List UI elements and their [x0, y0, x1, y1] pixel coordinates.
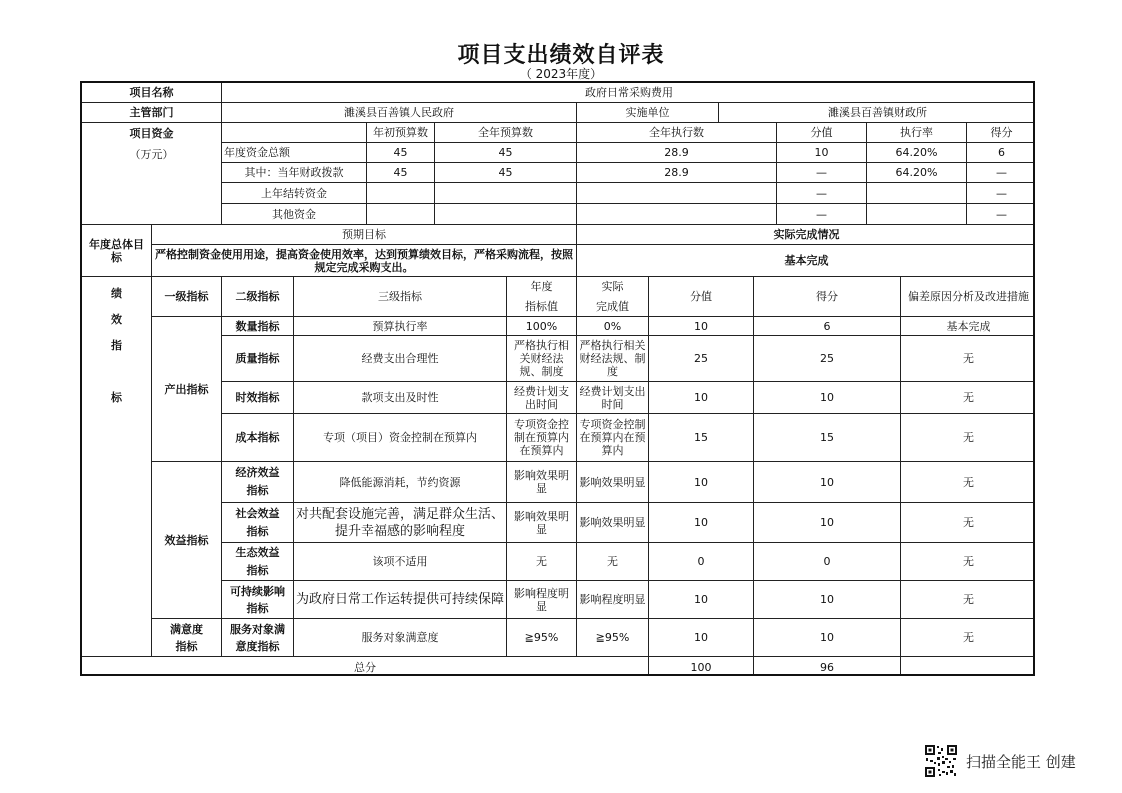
indicators-side-label: 绩 效 指 标: [82, 277, 152, 657]
target-cell: 专项资金控制在预算内在预算内: [507, 414, 577, 462]
funds-label-cell: [82, 123, 222, 225]
got-cell: 10: [754, 462, 901, 503]
funds-cell: —: [777, 163, 867, 183]
actual-cell: 0%: [577, 317, 649, 336]
target-cell: 100%: [507, 317, 577, 336]
funds-cell: 45: [367, 143, 435, 163]
funds-cell: [867, 183, 967, 204]
target-cell: ≧95%: [507, 619, 577, 657]
score-cell: 25: [649, 336, 754, 382]
funds-row-name: 年度资金总额: [222, 143, 367, 163]
funds-cell: —: [967, 183, 1035, 204]
level3-cell: 该项不适用: [294, 543, 507, 581]
funds-cell: 6: [967, 143, 1035, 163]
impl-value: 濉溪县百善镇财政所: [719, 103, 1035, 123]
level3-cell: 预算执行率: [294, 317, 507, 336]
project-name-label: 项目名称: [82, 83, 222, 103]
funds-cell: —: [967, 163, 1035, 183]
ind-header: 偏差原因分析及改进措施: [901, 277, 1035, 317]
goals-actual-header: 实际完成情况: [577, 225, 1035, 245]
level2-cell: 时效指标: [222, 382, 294, 414]
goals-label: 年度总体目标: [82, 225, 152, 277]
level1-output: 产出指标: [152, 317, 222, 462]
level2-cell: 生态效益 指标: [222, 543, 294, 581]
note-cell: 无: [901, 462, 1035, 503]
target-cell: 严格执行相关财经法规、制度: [507, 336, 577, 382]
impl-label: 实施单位: [577, 103, 719, 123]
funds-cell: [435, 183, 577, 204]
got-cell: 0: [754, 543, 901, 581]
actual-cell: 影响效果明显: [577, 462, 649, 503]
note-cell: 无: [901, 414, 1035, 462]
actual-cell: 无: [577, 543, 649, 581]
level2-cell: 服务对象满 意度指标: [222, 619, 294, 657]
goals-actual: 基本完成: [577, 245, 1035, 277]
level2-cell: 成本指标: [222, 414, 294, 462]
funds-cell: 45: [435, 143, 577, 163]
scanner-watermark-text: 扫描全能王 创建: [966, 752, 1076, 771]
target-cell: 无: [507, 543, 577, 581]
funds-cell: [367, 183, 435, 204]
score-cell: 10: [649, 382, 754, 414]
level2-cell: 数量指标: [222, 317, 294, 336]
got-cell: 10: [754, 503, 901, 543]
note-cell: 无: [901, 382, 1035, 414]
actual-cell: 经费计划支出时间: [577, 382, 649, 414]
funds-row-name: 其他资金: [222, 204, 367, 225]
funds-cell: —: [777, 204, 867, 225]
note-cell: 无: [901, 581, 1035, 619]
funds-cell: 64.20%: [867, 143, 967, 163]
actual-cell: 影响程度明显: [577, 581, 649, 619]
level2-cell: 可持续影响 指标: [222, 581, 294, 619]
ind-header: 三级指标: [294, 277, 507, 317]
level2-cell: 社会效益 指标: [222, 503, 294, 543]
funds-header: 分值: [777, 123, 867, 143]
page-title: 项目支出绩效自评表: [457, 42, 665, 68]
funds-cell: 45: [367, 163, 435, 183]
total-score: 100: [649, 657, 754, 676]
funds-header: 全年预算数: [435, 123, 577, 143]
level3-cell: 对共配套设施完善，满足群众生活、提升幸福感的影响程度: [294, 503, 507, 543]
funds-cell: —: [777, 183, 867, 204]
got-cell: 25: [754, 336, 901, 382]
score-cell: 10: [649, 503, 754, 543]
actual-cell: 影响效果明显: [577, 503, 649, 543]
funds-header-blank: [222, 123, 367, 143]
score-cell: 10: [649, 581, 754, 619]
got-cell: 10: [754, 382, 901, 414]
got-cell: 10: [754, 619, 901, 657]
goals-expected-header: 预期目标: [152, 225, 577, 245]
ind-header: 分值: [649, 277, 754, 317]
total-got: 96: [754, 657, 901, 676]
funds-cell: 45: [435, 163, 577, 183]
note-cell: 无: [901, 503, 1035, 543]
dept-label: 主管部门: [82, 103, 222, 123]
level3-cell: 经费支出合理性: [294, 336, 507, 382]
funds-cell: [435, 204, 577, 225]
goals-expected: 严格控制资金使用用途，提高资金使用效率，达到预算绩效目标，严格采购流程，按照规定完成采购支出。: [152, 245, 577, 277]
level1-satisfaction: 满意度 指标: [152, 619, 222, 657]
total-label: 总分: [82, 657, 649, 676]
target-cell: 经费计划支出时间: [507, 382, 577, 414]
note-cell: 无: [901, 336, 1035, 382]
actual-cell: 专项资金控制在预算内在预算内: [577, 414, 649, 462]
funds-cell: [367, 204, 435, 225]
funds-cell: —: [967, 204, 1035, 225]
scanner-watermark: [924, 743, 1076, 779]
funds-cell: 28.9: [577, 163, 777, 183]
funds-row-name: 其中：当年财政拨款: [222, 163, 367, 183]
level2-cell: 质量指标: [222, 336, 294, 382]
ind-header: 得分: [754, 277, 901, 317]
got-cell: 6: [754, 317, 901, 336]
score-cell: 15: [649, 414, 754, 462]
level3-cell: 降低能源消耗，节约资源: [294, 462, 507, 503]
target-cell: 影响程度明显: [507, 581, 577, 619]
funds-cell: [577, 204, 777, 225]
level3-cell: 为政府日常工作运转提供可持续保障: [294, 581, 507, 619]
note-cell: 无: [901, 543, 1035, 581]
funds-header: 执行率: [867, 123, 967, 143]
target-cell: 影响效果明显: [507, 503, 577, 543]
note-cell: 无: [901, 619, 1035, 657]
score-cell: 0: [649, 543, 754, 581]
funds-cell: [867, 204, 967, 225]
funds-cell: 10: [777, 143, 867, 163]
score-cell: 10: [649, 317, 754, 336]
total-note: [901, 657, 1035, 676]
funds-header: 得分: [967, 123, 1035, 143]
actual-cell: ≧95%: [577, 619, 649, 657]
funds-cell: [577, 183, 777, 204]
score-cell: 10: [649, 462, 754, 503]
ind-header: 实际 完成值: [577, 277, 649, 317]
actual-cell: 严格执行相关财经法规、制度: [577, 336, 649, 382]
funds-header: 全年执行数: [577, 123, 777, 143]
funds-row-name: 上年结转资金: [222, 183, 367, 204]
funds-label: 项目资金: [129, 127, 174, 140]
level1-benefit: 效益指标: [152, 462, 222, 619]
funds-header: 年初预算数: [367, 123, 435, 143]
level3-cell: 服务对象满意度: [294, 619, 507, 657]
qr-code-icon: [924, 744, 958, 778]
level3-cell: 款项支出及时性: [294, 382, 507, 414]
note-cell: 基本完成: [901, 317, 1035, 336]
funds-cell: 28.9: [577, 143, 777, 163]
dept-value: 濉溪县百善镇人民政府: [222, 103, 577, 123]
ind-header: 二级指标: [222, 277, 294, 317]
funds-unit: （万元）: [129, 148, 174, 161]
level2-cell: 经济效益 指标: [222, 462, 294, 503]
got-cell: 15: [754, 414, 901, 462]
score-cell: 10: [649, 619, 754, 657]
level3-cell: 专项（项目）资金控制在预算内: [294, 414, 507, 462]
got-cell: 10: [754, 581, 901, 619]
project-name: 政府日常采购费用: [222, 83, 1035, 103]
ind-header: 一级指标: [152, 277, 222, 317]
funds-cell: 64.20%: [867, 163, 967, 183]
target-cell: 影响效果明显: [507, 462, 577, 503]
page-year: （ 2023年度）: [519, 67, 603, 81]
evaluation-table: [80, 81, 1035, 676]
ind-header: 年度 指标值: [507, 277, 577, 317]
